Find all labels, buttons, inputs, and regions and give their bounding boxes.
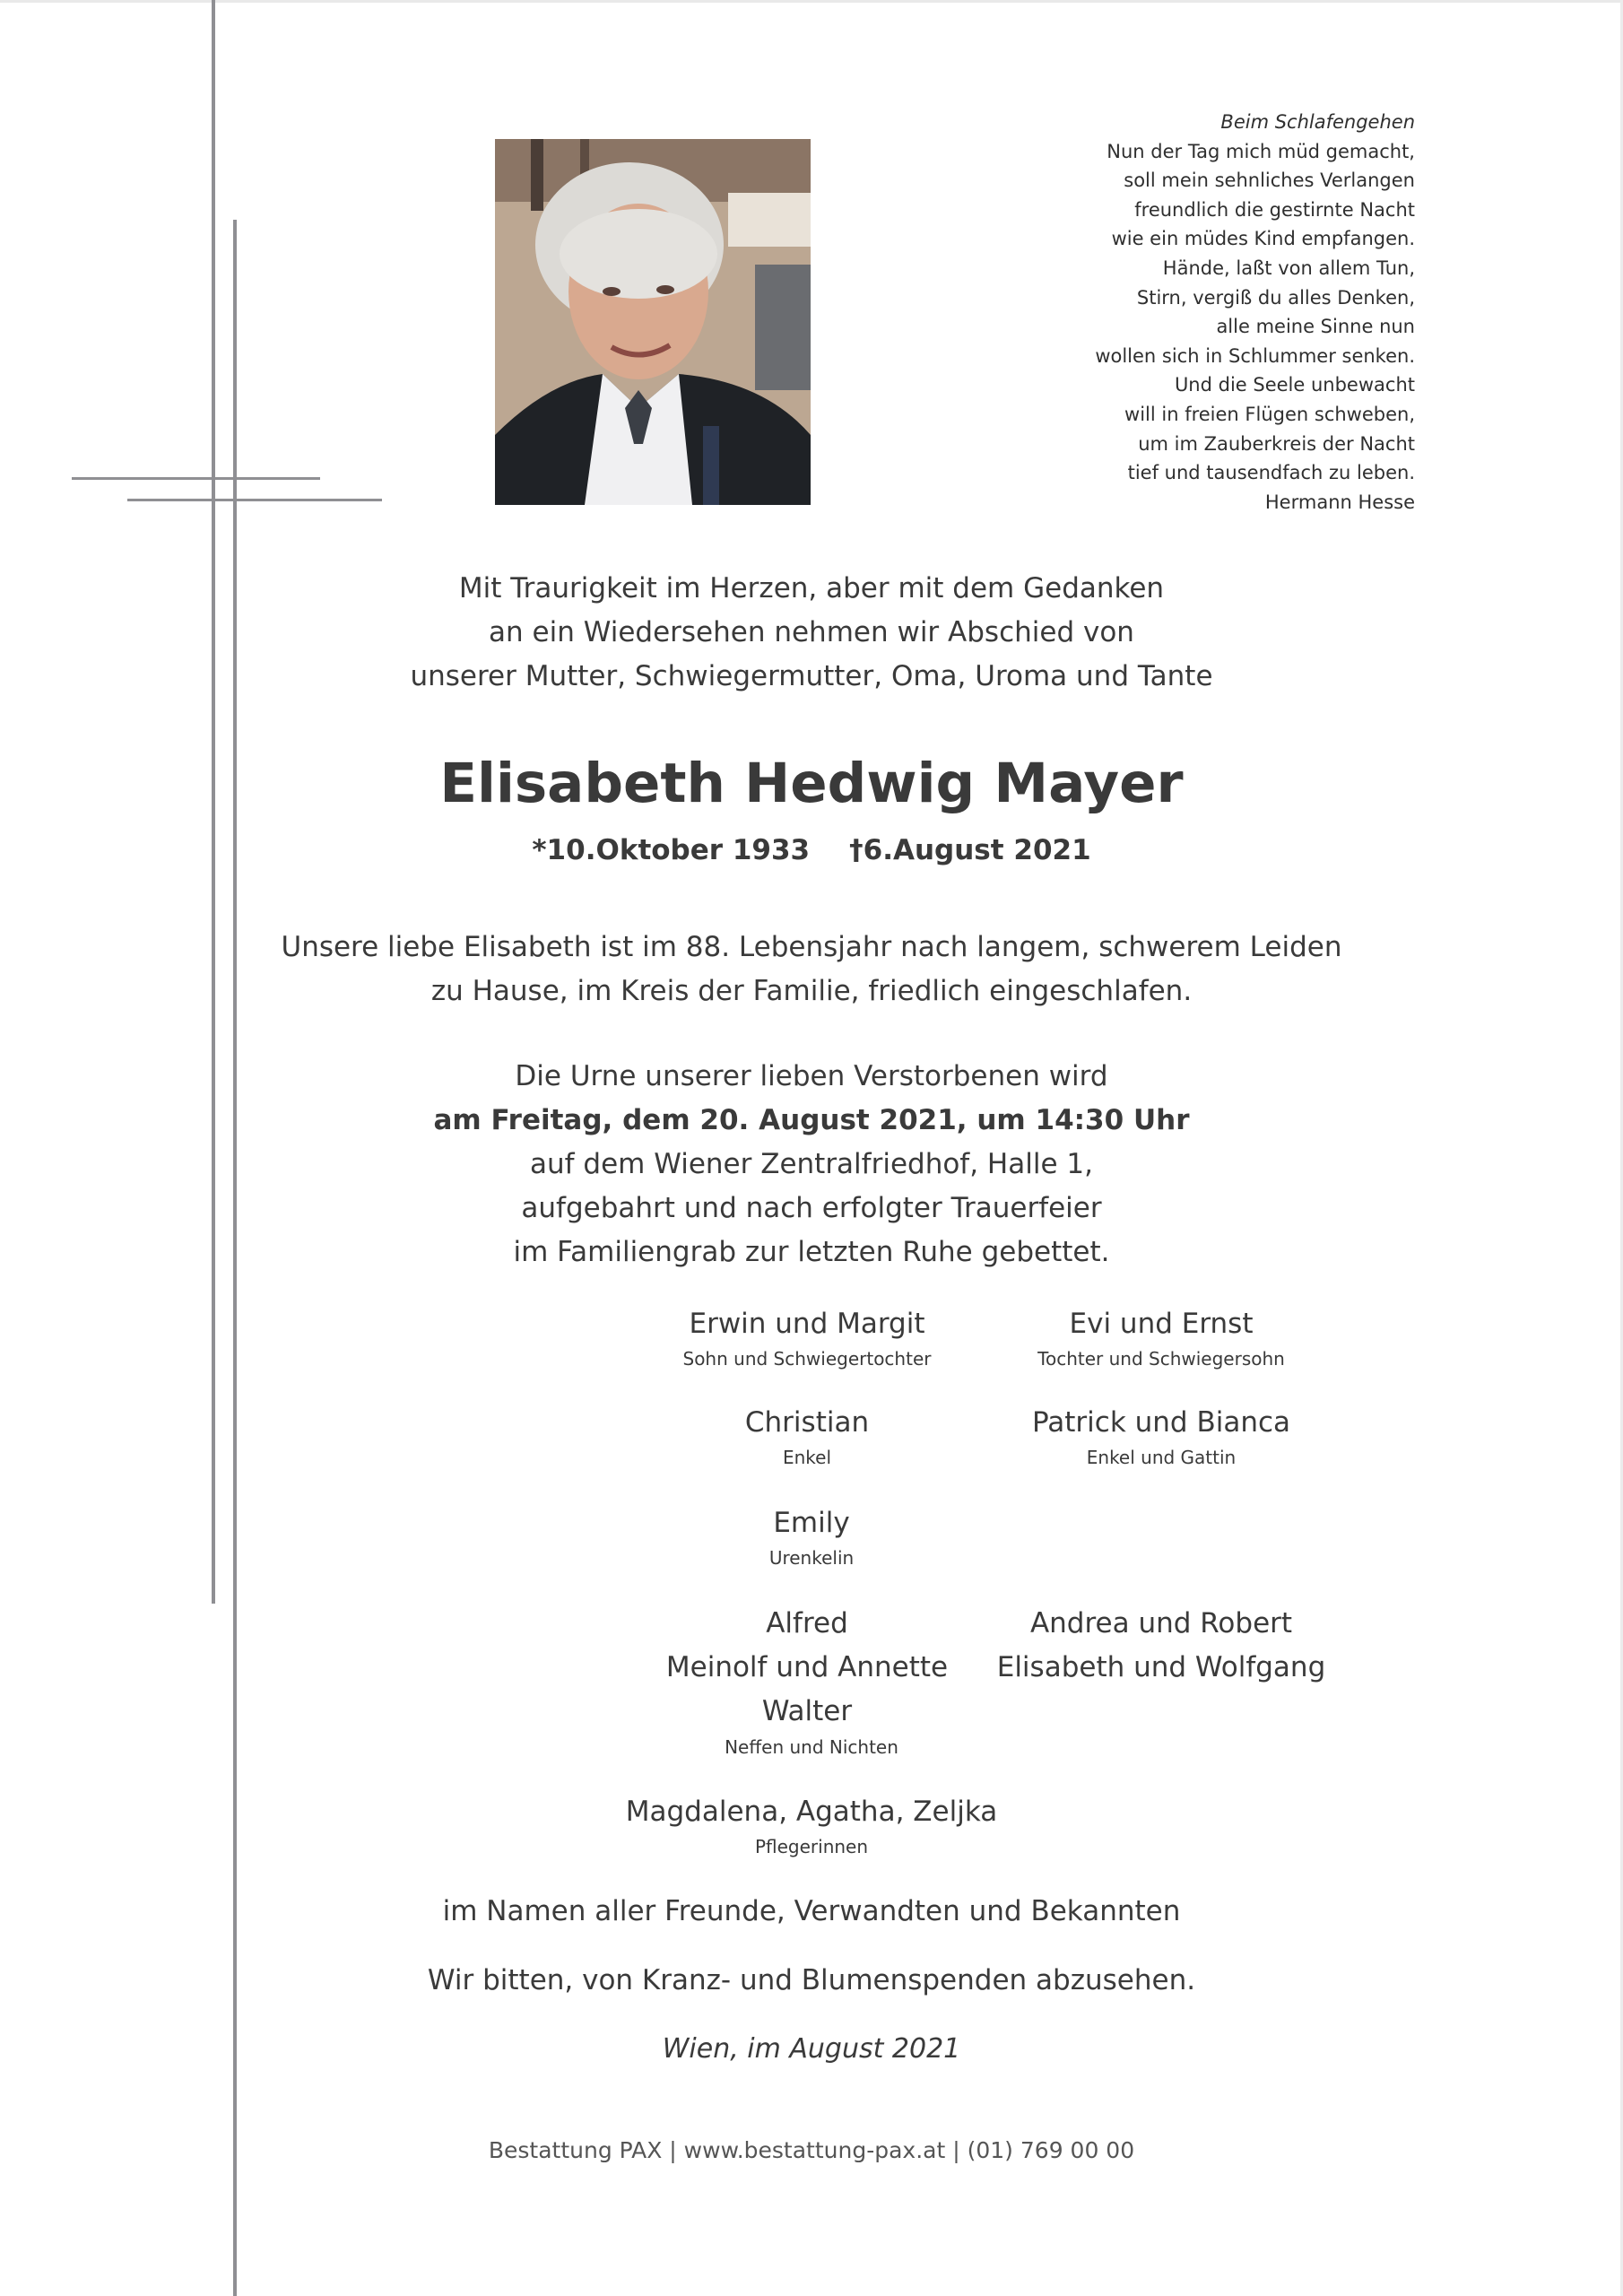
mourner-daughter (982, 1304, 1341, 1374)
no-flowers-request: Wir bitten, von Kranz- und Blumenspenden abzusehen. (427, 1964, 1196, 1996)
mourner-grandson-spouse (982, 1403, 1341, 1473)
portrait-photo (495, 139, 811, 505)
ceremony-line: auf dem Wiener Zentralfriedhof, Halle 1, (530, 1148, 1093, 1180)
poem-line: Und die Seele unbewacht (1174, 374, 1415, 396)
mourner-role: Enkel und Gattin (1086, 1447, 1237, 1468)
mourner-role: Urenkelin (768, 1547, 855, 1569)
poem (968, 108, 1415, 517)
poem-title: Beim Schlafengehen (1220, 111, 1415, 133)
mourner-name: Christian (744, 1406, 870, 1439)
mourner-name: Patrick und Bianca (1031, 1406, 1291, 1439)
poem-line: freundlich die gestirnte Nacht (1134, 198, 1415, 221)
relative-name: Meinolf und Annette (665, 1651, 949, 1683)
poem-line: soll mein sehnliches Verlangen (1124, 170, 1415, 192)
mourner-role: Sohn und Schwiegertochter (682, 1348, 932, 1370)
announcement-line: zu Hause, im Kreis der Familie, friedlich eingeschlafen. (430, 975, 1193, 1007)
life-dates (0, 827, 1623, 874)
death-date: †6.August 2021 (849, 834, 1091, 866)
friends-line: im Namen aller Freunde, Verwandten und Bekannten (442, 1895, 1181, 1927)
page-edge-top (0, 0, 1623, 3)
poem-line: Nun der Tag mich müd gemacht, (1107, 140, 1415, 162)
relatives-role (0, 1732, 1623, 1762)
ceremony-line: im Familiengrab zur letzten Ruhe gebettet. (513, 1236, 1110, 1268)
intro-line: Mit Traurigkeit im Herzen, aber mit dem Gedanken (458, 572, 1165, 604)
mourner-name: Evi und Ernst (1069, 1308, 1254, 1340)
ceremony-datetime: am Freitag, dem 20. August 2021, um 14:30 Uhr (433, 1104, 1190, 1136)
announcement-text (0, 926, 1623, 1013)
mourner-role: Neffen und Nichten (725, 1736, 898, 1758)
ceremony-line: Die Urne unserer lieben Verstorbenen wird (515, 1060, 1108, 1092)
intro-line: unserer Mutter, Schwiegermutter, Oma, Uroma und Tante (410, 660, 1213, 692)
cross-horizontal-line-top (72, 477, 320, 480)
funeral-home-footer: Bestattung PAX | www.bestattung-pax.at | (01) 769 00 00 (488, 2137, 1135, 2163)
poem-line: will in freien Flügen schweben, (1124, 403, 1415, 425)
relative-name: Elisabeth und Wolfgang (996, 1651, 1326, 1683)
mourner-great-granddaughter (0, 1503, 1623, 1573)
mourner-name: Emily (773, 1507, 850, 1539)
mourner-role: Pflegerinnen (754, 1836, 869, 1857)
deceased-name: Elisabeth Hedwig Mayer (439, 752, 1184, 815)
ceremony-text (0, 1055, 1623, 1274)
poem-line: alle meine Sinne nun (1216, 316, 1415, 338)
poem-line: wollen sich in Schlummer senken. (1095, 344, 1415, 367)
intro-text (0, 567, 1623, 699)
ceremony-line: aufgebahrt und nach erfolgter Trauerfeier (521, 1192, 1102, 1224)
poem-line: wie ein müdes Kind empfangen. (1111, 228, 1415, 250)
relative-name: Alfred (766, 1607, 848, 1639)
poem-line: tief und tausendfach zu leben. (1127, 462, 1415, 484)
mourner-role: Tochter und Schwiegersohn (1037, 1348, 1285, 1370)
relatives-left (628, 1602, 986, 1734)
mourner-role: Enkel (782, 1447, 832, 1468)
poem-author: Hermann Hesse (1264, 491, 1415, 513)
relative-name: Andrea und Robert (1029, 1607, 1293, 1639)
poem-line: Hände, laßt von allem Tun, (1162, 257, 1415, 279)
birth-date: *10.Oktober 1933 (532, 834, 811, 866)
intro-line: an ein Wiedersehen nehmen wir Abschied von (489, 616, 1134, 648)
poem-line: Stirn, vergiß du alles Denken, (1136, 286, 1415, 309)
relative-name: Walter (761, 1695, 853, 1727)
place-date: Wien, im August 2021 (662, 2033, 961, 2065)
poem-line: um im Zauberkreis der Nacht (1138, 432, 1415, 455)
cross-horizontal-line-bottom (127, 499, 382, 501)
mourner-name: Erwin und Margit (689, 1308, 925, 1340)
relatives-right (982, 1602, 1341, 1690)
mourner-name: Magdalena, Agatha, Zeljka (625, 1796, 998, 1828)
mourner-caregivers (0, 1792, 1623, 1862)
mourner-grandson (628, 1403, 986, 1473)
mourner-son (628, 1304, 986, 1374)
announcement-line: Unsere liebe Elisabeth ist im 88. Lebensjahr nach langem, schwerem Leiden (281, 931, 1342, 963)
